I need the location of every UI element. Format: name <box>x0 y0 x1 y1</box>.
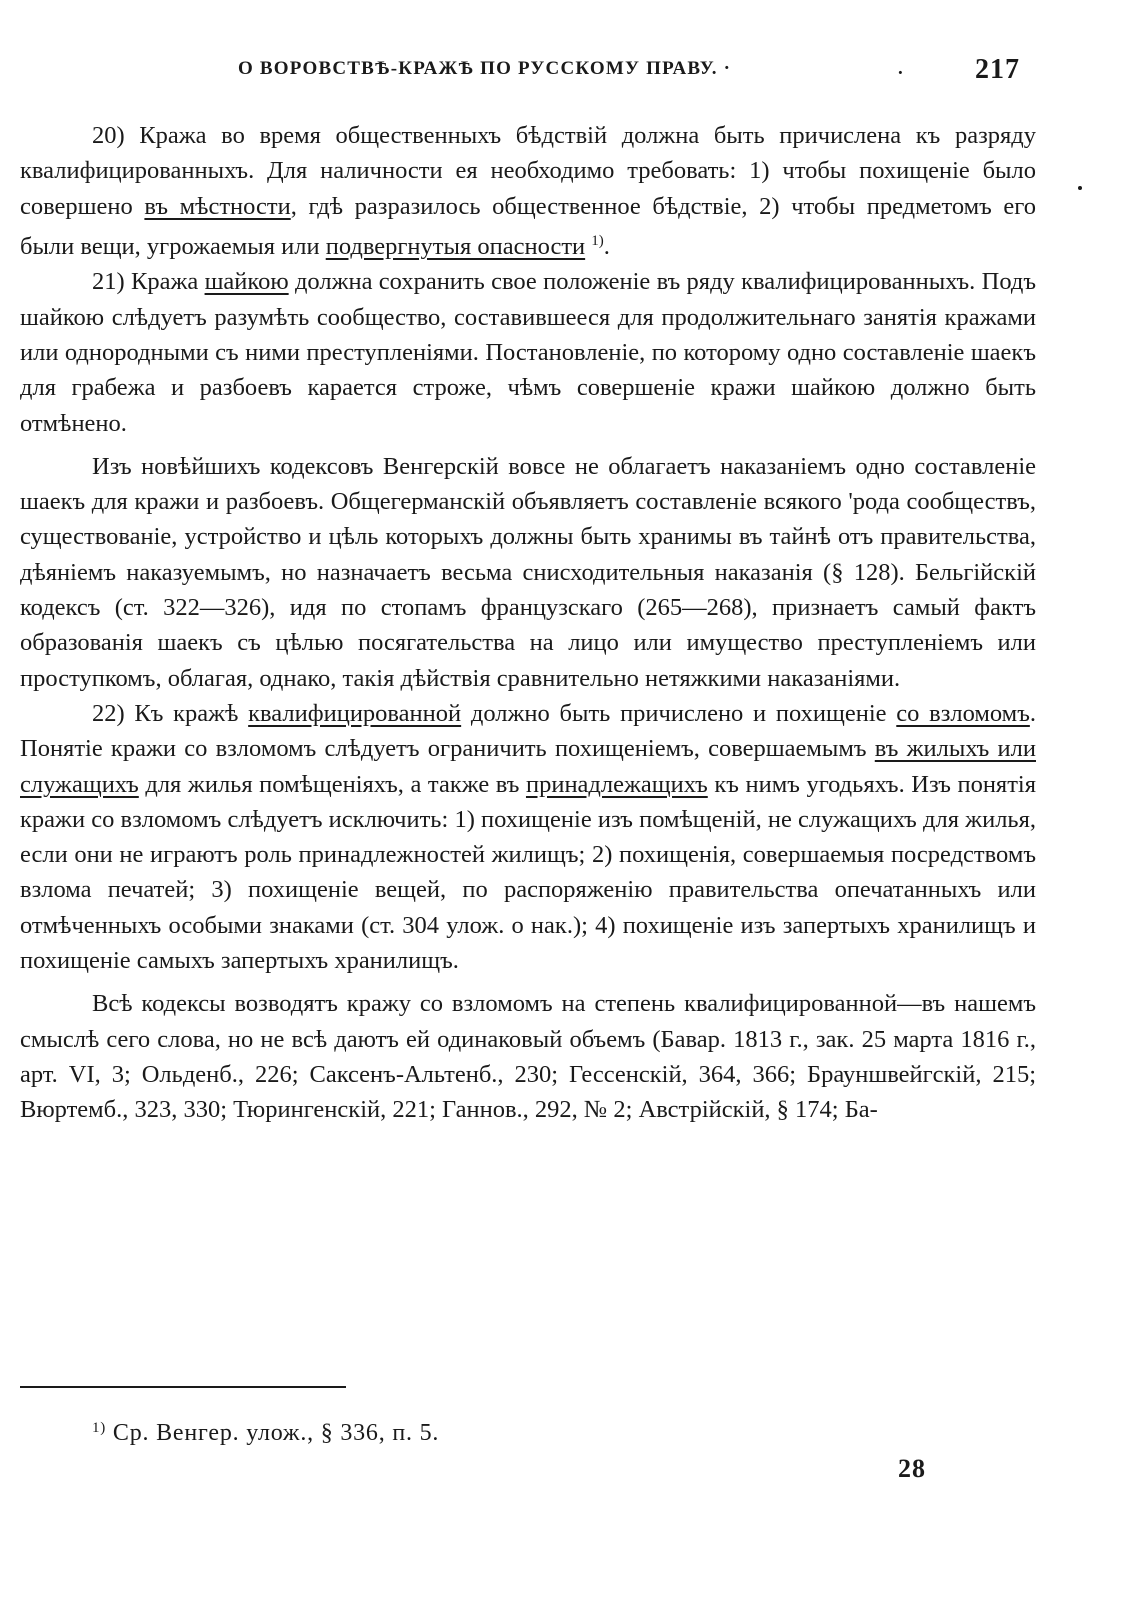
text-run: 20) Кража во время общественныхъ бѣдствій должна быть причислена къ разряду квалифицированныхъ. Для наличности ея необходимо требовать: 1) чтобы похищеніе было совершено <box>20 122 1036 220</box>
text-run: . <box>603 233 610 261</box>
footnote-rule <box>20 1386 346 1388</box>
underlined-phrase: въ жилыхъ или служащихъ <box>20 735 1036 798</box>
paragraph-p21 <box>20 264 1036 440</box>
text-run: 21) Кража <box>92 268 205 296</box>
footnote-text: Ср. Венгер. улож., § 336, п. 5. <box>112 1420 440 1446</box>
body-text <box>20 118 1036 1127</box>
text-run: 22) Къ кражѣ <box>92 699 249 727</box>
text-run: Изъ новѣйшихъ кодексовъ Венгерскій вовсе не облагаетъ наказаніемъ одно составленіе шаекъ для кражи и разбоевъ. Общегерманскій объявляетъ составленіе всякого 'рода сообществъ, существованіе, устройство и цѣль которыхъ должны быть хранимы въ тайнѣ отъ правительства, дѣяніемъ наказуемымъ, но назначаетъ весьма снисходительныя наказанія (§ 128). Бельгійскій кодексъ (ст. 322—326), идя по стопамъ французскаго (265—268), признаетъ самый фактъ образованія шаекъ съ цѣлью посягательства на лицо или имущество преступленіемъ или проступкомъ, облагая, однако, такія дѣйствія сравнительно нетяжкими наказаніями. <box>20 452 1036 692</box>
text-run: . Понятіе кражи со взломомъ слѣдуетъ ограничить похищеніемъ, совершаемымъ <box>20 699 1036 763</box>
text-run: , гдѣ разразилось общественное бѣдствіе, 2) чтобы предметомъ его были вещи, угрожаемыя или <box>20 192 1036 261</box>
underlined-phrase: подвергнутыя опасности <box>325 233 586 261</box>
text-run: Всѣ кодексы возводятъ кражу со взломомъ на степень квалифицированной—въ нашемъ смыслѣ сего слова, но не всѣ даютъ ей одинаковый объемъ (Бавар. 1813 г., зак. 25 марта 1816 г., арт. VI, 3; Ольденб., 226; Саксенъ-Альтенб., 230; Гессенскій, 364, 366; Брауншвейгскій, 215; Вюртемб., 323, 330; Тюрингенскій, 221; Ганнов., 292, № 2; Австрійскій, § 174; Ба- <box>20 990 1036 1124</box>
text-run: къ нимъ угодьяхъ. Изъ понятія кражи со взломомъ слѣдуетъ исключить: 1) похищеніе изъ помѣщеній, не служащихъ для жилья, если они не играютъ роль принадлежностей жилищъ; 2) похищенія, совершаемыя посредствомъ взлома печатей; 3) похищеніе вещей, по распоряженію правительства опечатанныхъ или отмѣченныхъ особыми знаками (ст. 304 улож. о нак.); 4) похищеніе изъ запертыхъ хранилищъ и похищеніе самыхъ запертыхъ хранилищъ. <box>20 770 1036 974</box>
running-head <box>238 58 731 80</box>
text-run: должно быть причислено и похищеніе <box>461 699 897 727</box>
paragraph-p-codes <box>20 449 1036 696</box>
signature-mark: 28 <box>898 1454 926 1483</box>
underlined-phrase: шайкою <box>204 268 289 296</box>
print-speck <box>1078 186 1082 190</box>
underlined-phrase: со взломомъ <box>896 699 1030 727</box>
paragraph-p-break <box>20 986 1036 1127</box>
underlined-phrase: въ мѣстности <box>144 192 291 220</box>
text-run: должна сохранить свое положеніе въ ряду квалифицированныхъ. Подъ шайкою слѣдуетъ разумѣть сообщество, составившееся для продолжительнаго занятія кражами или однородными съ ними преступленіями. Постановленіе, по которому одно составленіе шаекъ для грабежа и разбоевъ карается строже, чѣмъ совершеніе кражи шайкою должно быть отмѣнено. <box>20 268 1036 437</box>
footnote <box>92 1420 439 1447</box>
paragraph-p20 <box>20 118 1036 264</box>
footnote-marker: 1) <box>92 1420 107 1436</box>
underlined-phrase: квалифицированной <box>248 699 462 727</box>
page-number: 217 <box>975 54 1020 85</box>
text-run: для жилья помѣщеніяхъ, а также въ <box>138 770 526 798</box>
running-head-dot: . <box>898 58 904 79</box>
underlined-phrase: принадлежащихъ <box>525 770 708 798</box>
running-title: О ВОРОВСТВѢ-КРАЖѢ ПО РУССКОМУ ПРАВУ. · <box>238 58 732 79</box>
paragraph-p22 <box>20 696 1036 978</box>
footnote-reference: 1) <box>591 232 604 249</box>
